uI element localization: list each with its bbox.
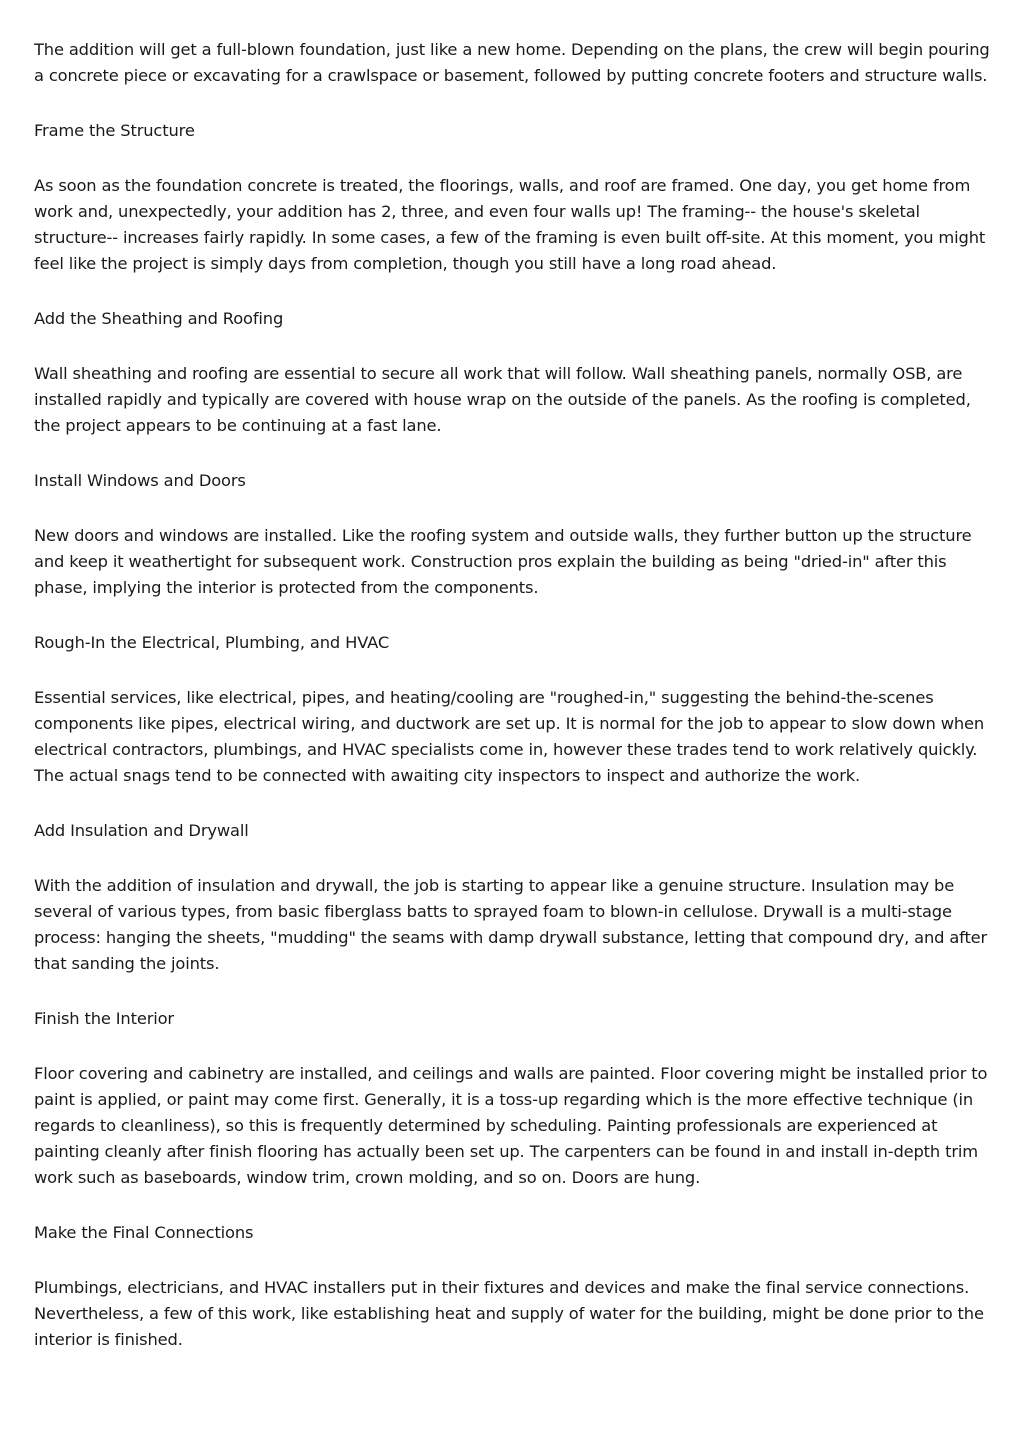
heading-rough-in: Rough-In the Electrical, Plumbing, and HVAC [34, 633, 390, 652]
paragraph-insulation: With the addition of insulation and drywall, the job is starting to appear like a genuine structure. Insulation may be several of various types, from basic fiberglass batts to sprayed foam to blown-in cellulose. Drywall is a multi-stage process: hanging the sheets, "mudding" the seams with damp drywall substance, letting that compound dry, and after that sanding the joints. [34, 876, 988, 973]
heading-insulation-drywall: Add Insulation and Drywall [34, 821, 249, 840]
heading-finish-interior: Finish the Interior [34, 1009, 174, 1028]
paragraph-windows-doors: New doors and windows are installed. Like the roofing system and outside walls, they further button up the structure and keep it weathertight for subsequent work. Construction pros explain the building as being "dried-in" after this phase, implying the interior is protected from the components. [34, 526, 972, 597]
paragraph-final-connections: Plumbings, electricians, and HVAC installers put in their fixtures and devices and make the final service connections. Nevertheless, a few of this work, like establishing heat and supply of water for the building, might be done prior to the interior is finished. [34, 1278, 984, 1349]
paragraph-framing: As soon as the foundation concrete is treated, the floorings, walls, and roof are framed. One day, you get home from work and, unexpectedly, your addition has 2, three, and even four walls up! The framing-- the house's skeletal structure-- increases fairly rapidly. In some cases, a few of the framing is even built off-site. At this moment, you might feel like the project is simply days from completion, though you still have a long road ahead. [34, 176, 986, 273]
paragraph-sheathing: Wall sheathing and roofing are essential to secure all work that will follow. Wall sheathing panels, normally OSB, are installed rapidly and typically are covered with house wrap on the outside of the panels. As the roofing is completed, the project appears to be continuing at a fast lane. [34, 364, 971, 435]
heading-frame-structure: Frame the Structure [34, 121, 195, 140]
paragraph-finish-interior: Floor covering and cabinetry are installed, and ceilings and walls are painted. Floor covering might be installed prior to paint is applied, or paint may come first. Generally, it is a toss-up regarding which is the more effective technique (in regards to cleanliness), so this is frequently determined by scheduling. Painting professionals are experienced at painting cleanly after finish flooring has actually been set up. The carpenters can be found in and install in-depth trim work such as baseboards, window trim, crown molding, and so on. Doors are hung. [34, 1064, 988, 1187]
paragraph-foundation: The addition will get a full-blown foundation, just like a new home. Depending on the plans, the crew will begin pouring a concrete piece or excavating for a crawlspace or basement, followed by putting concrete footers and structure walls. [34, 40, 990, 85]
paragraph-rough-in: Essential services, like electrical, pipes, and heating/cooling are "roughed-in," suggesting the behind-the-scenes components like pipes, electrical wiring, and ductwork are set up. It is normal for the job to appear to slow down when electrical contractors, plumbings, and HVAC specialists come in, however these trades tend to work relatively quickly. The actual snags tend to be connected with awaiting city inspectors to inspect and authorize the work. [34, 688, 985, 785]
heading-sheathing-roofing: Add the Sheathing and Roofing [34, 309, 284, 328]
heading-windows-doors: Install Windows and Doors [34, 471, 246, 490]
heading-final-connections: Make the Final Connections [34, 1223, 254, 1242]
